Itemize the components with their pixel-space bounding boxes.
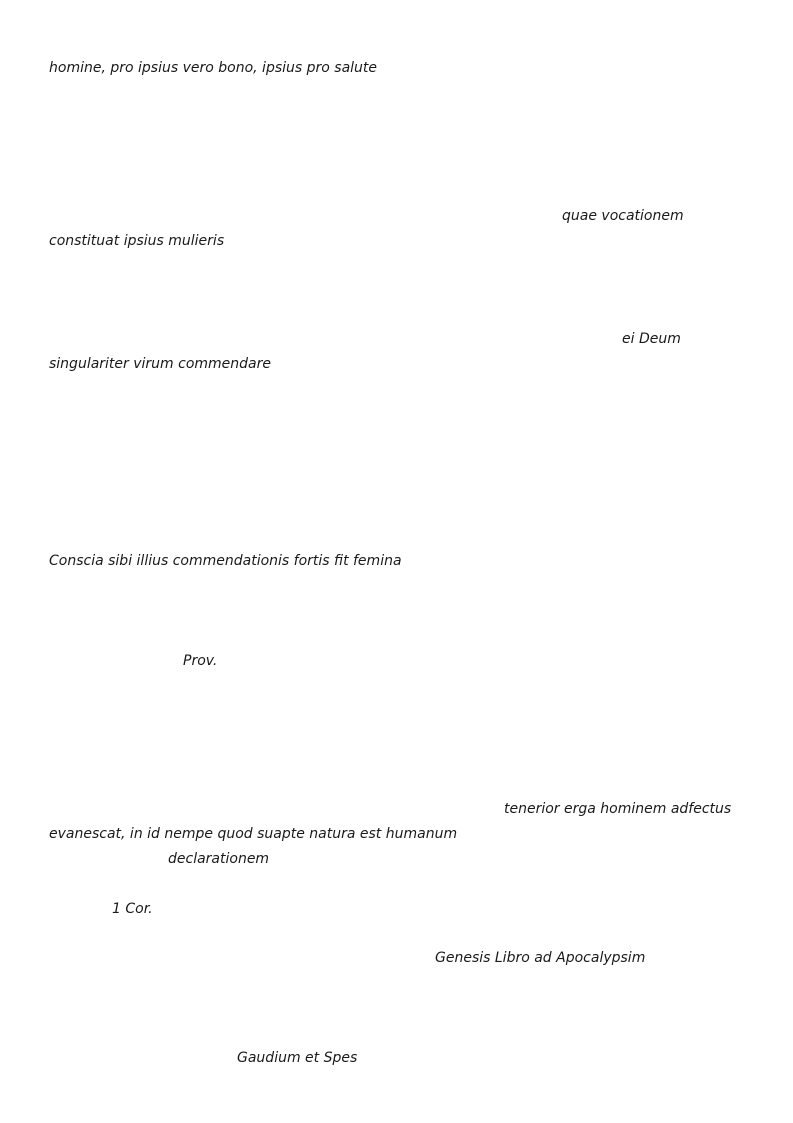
text-fragment: homine, pro ipsius vero bono, ipsius pro salute: [49, 60, 378, 76]
text-fragment: Gaudium et Spes: [237, 1050, 358, 1066]
text-fragment: constituat ipsius mulieris: [49, 233, 225, 249]
text-fragment: tenerior erga hominem adfectus: [504, 801, 732, 817]
text-fragment: Prov.: [183, 653, 218, 669]
text-fragment: singulariter virum commendare: [49, 356, 271, 372]
text-fragment: Conscia sibi illius commendationis fortis fit femina: [49, 553, 402, 569]
text-fragment: ei Deum: [622, 331, 681, 347]
text-fragment: evanescat, in id nempe quod suapte natura est humanum: [49, 826, 458, 842]
text-fragment: declarationem: [168, 851, 270, 867]
text-fragment: quae vocationem: [562, 208, 684, 224]
text-fragment: Genesis Libro ad Apocalypsim: [435, 950, 646, 966]
text-fragment: 1 Cor.: [112, 901, 153, 917]
